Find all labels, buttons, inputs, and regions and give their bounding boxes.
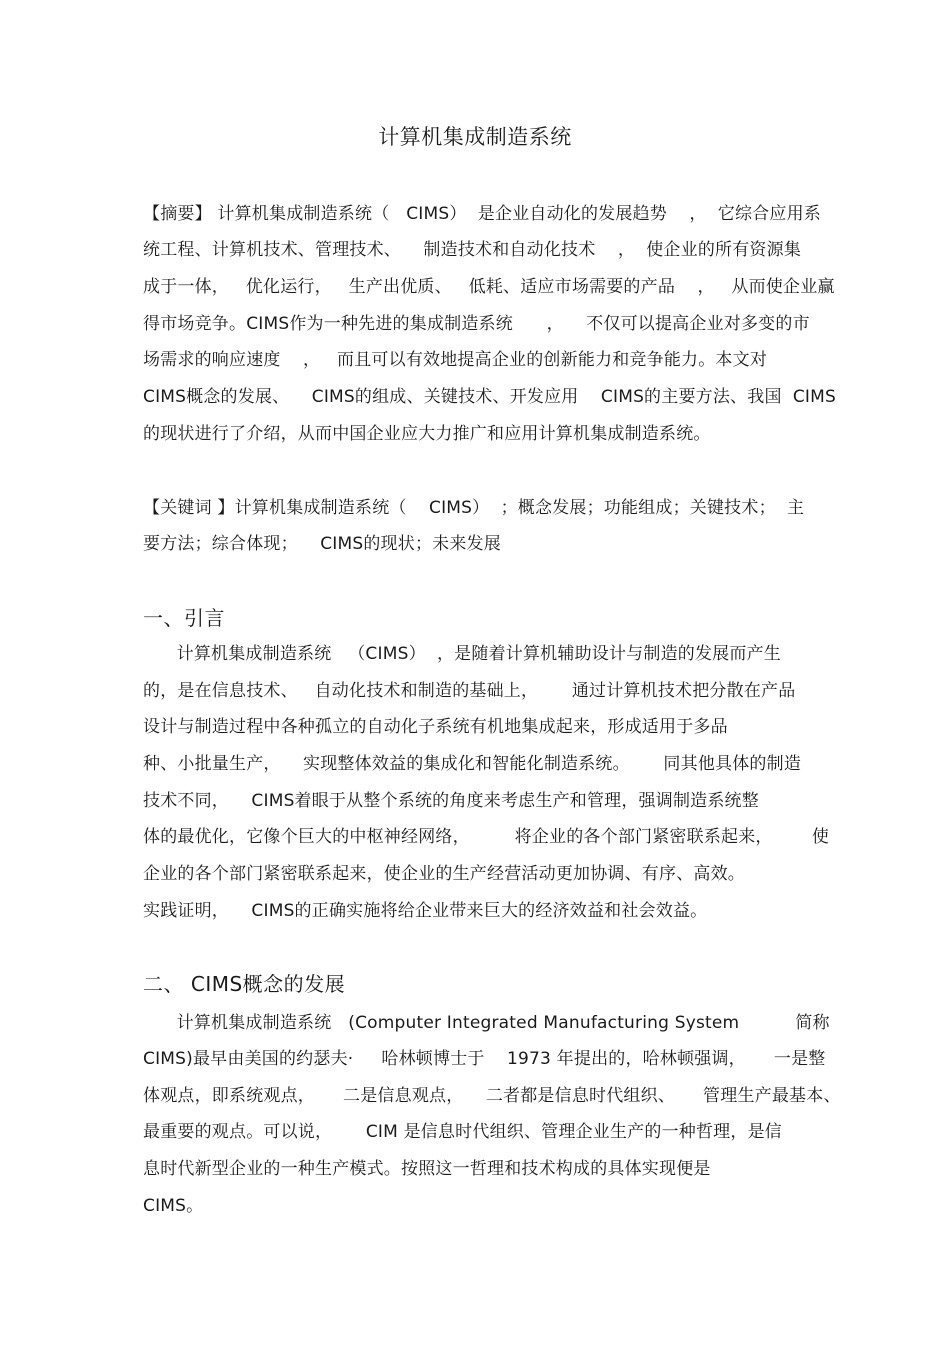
- body-line: 种、小批量生产， 实现整体效益的集成化和智能化制造系统。 同其他具体的制造: [143, 754, 802, 774]
- abstract-line: CIMS概念的发展、 CIMS的组成、关键技术、开发应用 CIMS的主要方法、我国 CIMS: [143, 387, 837, 407]
- keywords-line: 【关键词 】计算机集成制造系统（ CIMS） ；概念发展；功能组成；关键技术； 主: [143, 498, 805, 518]
- body-line: 息时代新型企业的一种生产模式。按照这一哲理和技术构成的具体实现便是: [143, 1159, 711, 1179]
- body-line: 企业的各个部门紧密联系起来，使企业的生产经营活动更加协调、有序、高效。: [143, 864, 745, 884]
- abstract-line: 得市场竞争。CIMS作为一种先进的集成制造系统 ， 不仅可以提高企业对多变的市: [143, 314, 810, 334]
- body-line: 计算机集成制造系统 (Computer Integrated Manufacturing System 简称: [143, 1013, 830, 1033]
- abstract-line: 场需求的响应速度 ， 而且可以有效地提高企业的创新能力和竞争能力。本文对: [143, 350, 768, 370]
- body-line: 最重要的观点。可以说， CIM 是信息时代组织、管理企业生产的一种哲理，是信: [143, 1122, 782, 1142]
- body-line: CIMS)最早由美国的约瑟夫· 哈林顿博士于 1973 年提出的，哈林顿强调， 一是整: [143, 1049, 826, 1069]
- abstract-line: 的现状进行了介绍，从而中国企业应大力推广和应用计算机集成制造系统。: [143, 424, 711, 444]
- body-line: 实践证明， CIMS的正确实施将给企业带来巨大的经济效益和社会效益。: [143, 901, 708, 921]
- body-line: CIMS。: [143, 1196, 204, 1216]
- abstract-line: 【摘要】 计算机集成制造系统（ CIMS） 是企业自动化的发展趋势 ， 它综合应用系: [143, 204, 821, 224]
- section-heading-cims-concept: 二、 CIMS概念的发展: [143, 972, 346, 996]
- body-line: 体的最优化，它像个巨大的中枢神经网络， 将企业的各个部门紧密联系起来， 使: [143, 827, 830, 847]
- abstract-line: 成于一体， 优化运行， 生产出优质、 低耗、适应市场需要的产品 ， 从而使企业赢: [143, 277, 835, 297]
- section-heading-introduction: 一、引言: [143, 606, 225, 630]
- body-line: 的，是在信息技术、 自动化技术和制造的基础上， 通过计算机技术把分散在产品: [143, 681, 796, 701]
- keywords-line: 要方法；综合体现； CIMS的现状；未来发展: [143, 534, 501, 554]
- body-line: 体观点，即系统观点， 二是信息观点， 二者都是信息时代组织、 管理生产最基本、: [143, 1086, 841, 1106]
- abstract-line: 统工程、计算机技术、管理技术、 制造技术和自动化技术 ， 使企业的所有资源集: [143, 240, 802, 260]
- body-line: 技术不同， CIMS着眼于从整个系统的角度来考虑生产和管理，强调制造系统整: [143, 791, 759, 811]
- document-title: 计算机集成制造系统: [378, 125, 572, 149]
- body-line: 设计与制造过程中各种孤立的自动化子系统有机地集成起来，形成适用于多品: [143, 717, 728, 737]
- body-line: 计算机集成制造系统 （CIMS） ，是随着计算机辅助设计与制造的发展而产生: [143, 644, 781, 664]
